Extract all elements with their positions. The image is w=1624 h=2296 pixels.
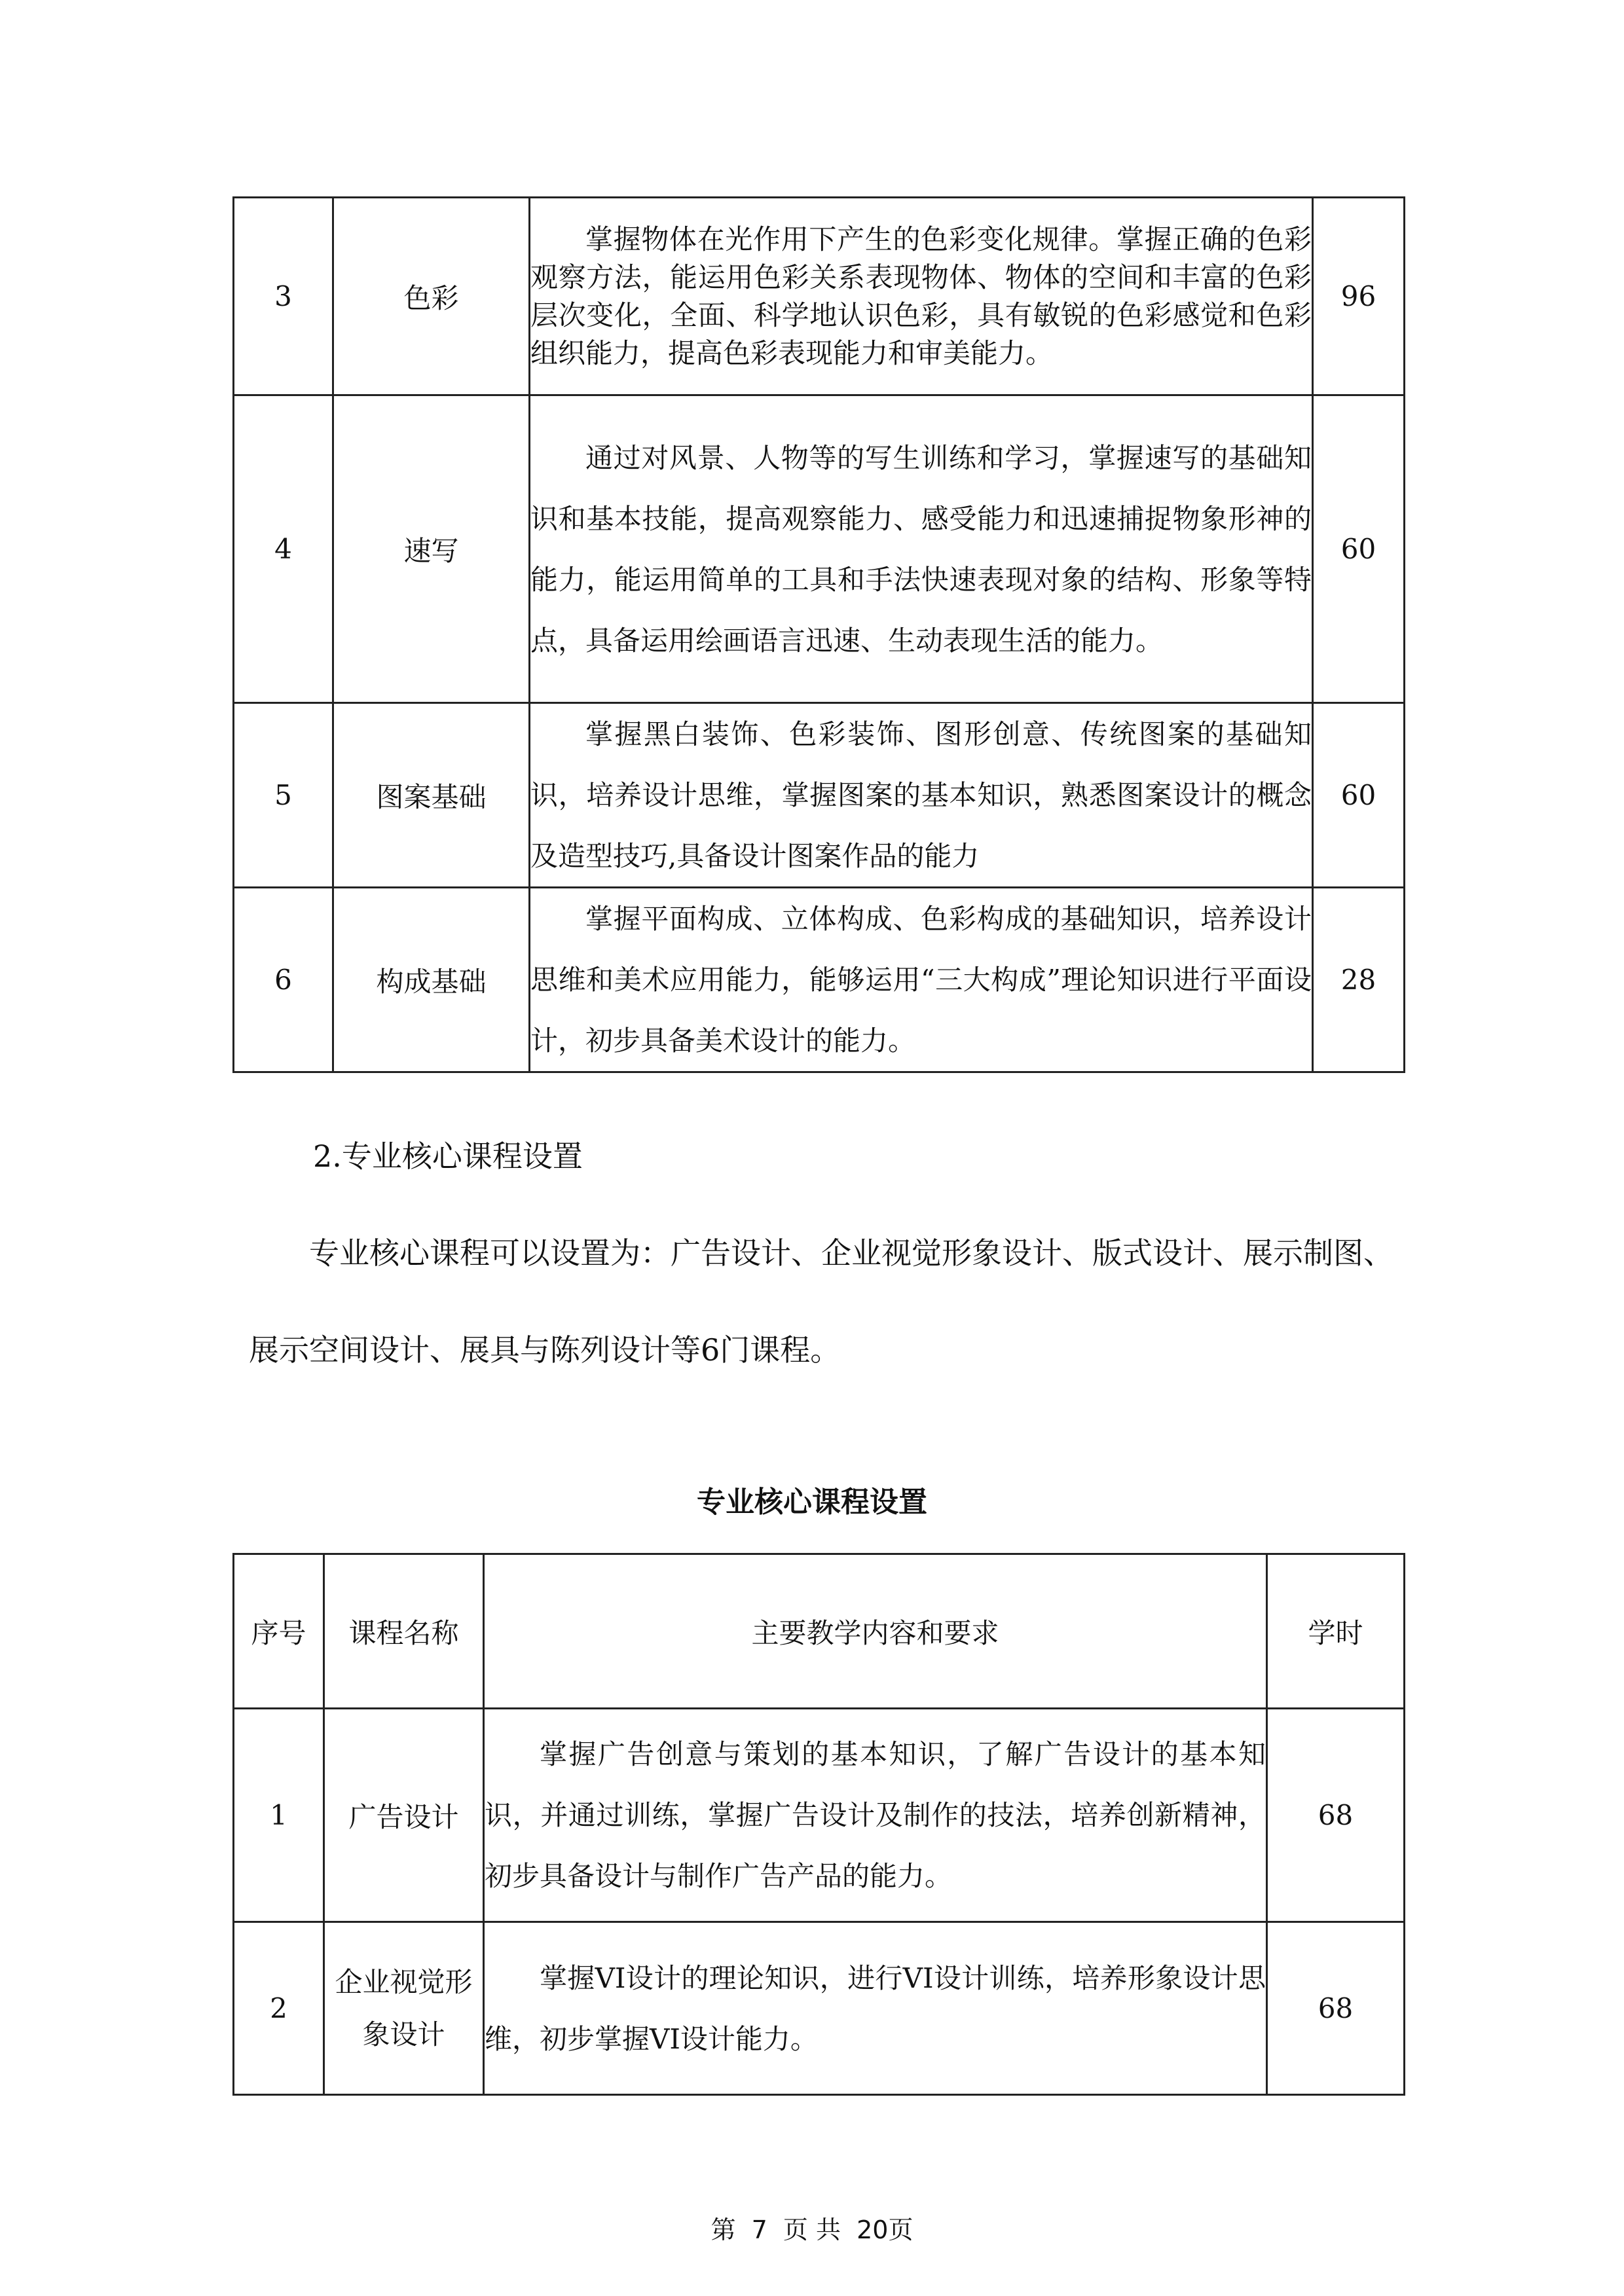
page-number: 7 xyxy=(751,2215,767,2244)
course-name: 企业视觉形象设计 xyxy=(324,1922,484,2095)
row-number: 5 xyxy=(234,703,333,888)
course-description-text: 通过对风景、人物等的写生训练和学习，掌握速写的基础知识和基本技能，提高观察能力、感受能力和迅速捕捉物象形神的能力，能运用简单的工具和手法快速表现对象的结构、形象等特点，具备运用绘画语言迅速、生动表现生活的能力。 xyxy=(530,441,1312,657)
course-description xyxy=(484,1922,1267,2095)
course-hours: 28 xyxy=(1313,888,1405,1072)
table-row xyxy=(234,395,1405,703)
course-name: 色彩 xyxy=(333,198,530,395)
table-row xyxy=(234,1709,1405,1922)
row-number: 1 xyxy=(234,1709,324,1922)
course-description-text: 掌握VI设计的理论知识，进行VI设计训练，培养形象设计思维，初步掌握VI设计能力。 xyxy=(485,1961,1266,2055)
course-description-text: 掌握平面构成、立体构成、色彩构成的基础知识，培养设计思维和美术应用能力，能够运用“三大构成”理论知识进行平面设计，初步具备美术设计的能力。 xyxy=(530,903,1312,1057)
course-hours: 60 xyxy=(1313,395,1405,703)
core-course-table xyxy=(232,1553,1405,2096)
table-row xyxy=(234,1922,1405,2095)
course-description xyxy=(530,198,1313,395)
table-row xyxy=(234,888,1405,1072)
row-number: 6 xyxy=(234,888,333,1072)
section-paragraph: 专业核心课程可以设置为：广告设计、企业视觉形象设计、版式设计、展示制图、展示空间设计、展具与陈列设计等6门课程。 xyxy=(249,1235,1393,1368)
course-name: 构成基础 xyxy=(333,888,530,1072)
header-content: 主要教学内容和要求 xyxy=(484,1554,1267,1709)
header-course-name: 课程名称 xyxy=(324,1554,484,1709)
footer-middle: 页 共 xyxy=(783,2215,841,2244)
table-header-row xyxy=(234,1554,1405,1709)
header-hours: 学时 xyxy=(1267,1554,1405,1709)
header-number: 序号 xyxy=(234,1554,324,1709)
course-hours: 68 xyxy=(1267,1922,1405,2095)
row-number: 2 xyxy=(234,1922,324,2095)
course-hours: 68 xyxy=(1267,1709,1405,1922)
page-total: 20页 xyxy=(857,2215,913,2244)
course-name: 速写 xyxy=(333,395,530,703)
course-description xyxy=(484,1709,1267,1922)
course-name: 图案基础 xyxy=(333,703,530,888)
footer-prefix: 第 xyxy=(710,2215,736,2244)
section-heading: 2.专业核心课程设置 xyxy=(313,1139,583,1174)
row-number: 4 xyxy=(234,395,333,703)
course-description xyxy=(530,703,1313,888)
course-description xyxy=(530,888,1313,1072)
page-footer xyxy=(0,2210,1624,2246)
course-description xyxy=(530,395,1313,703)
course-hours: 96 xyxy=(1313,198,1405,395)
basic-course-table xyxy=(232,196,1405,1073)
course-description-text: 掌握物体在光作用下产生的色彩变化规律。掌握正确的色彩观察方法，能运用色彩关系表现物体、物体的空间和丰富的色彩层次变化，全面、科学地认识色彩，具有敏锐的色彩感觉和色彩组织能力，提高色彩表现能力和审美能力。 xyxy=(530,223,1312,369)
table-row xyxy=(234,703,1405,888)
course-hours: 60 xyxy=(1313,703,1405,888)
course-description-text: 掌握黑白装饰、色彩装饰、图形创意、传统图案的基础知识，培养设计思维，掌握图案的基本知识，熟悉图案设计的概念及造型技巧,具备设计图案作品的能力 xyxy=(530,718,1312,872)
table-caption: 专业核心课程设置 xyxy=(697,1485,927,1519)
row-number: 3 xyxy=(234,198,333,395)
course-description-text: 掌握广告创意与策划的基本知识，了解广告设计的基本知识，并通过训练，掌握广告设计及制作的技法，培养创新精神，初步具备设计与制作广告产品的能力。 xyxy=(485,1738,1266,1892)
course-name: 广告设计 xyxy=(324,1709,484,1922)
table-row xyxy=(234,198,1405,395)
